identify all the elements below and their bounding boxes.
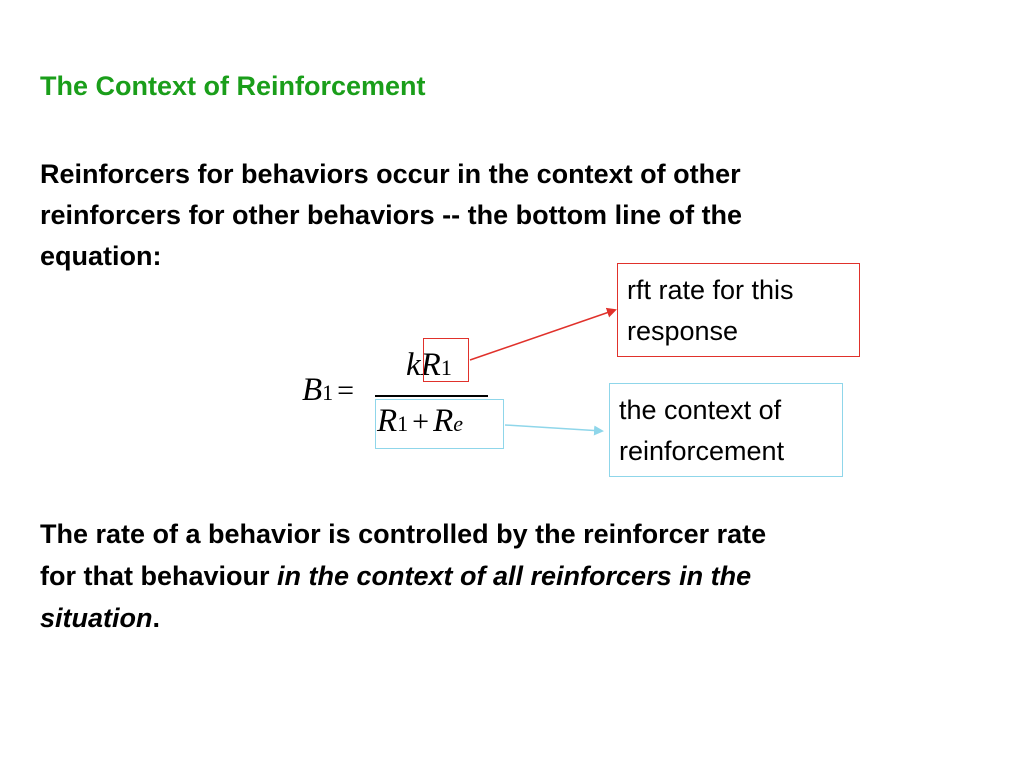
equation-equals: = <box>337 374 355 407</box>
rft-rate-callout <box>617 263 860 357</box>
equation-lhs-var: B <box>302 372 323 408</box>
conclusion-line-3-italic: situation <box>40 603 153 633</box>
conclusion-line-1: The rate of a behavior is controlled by the reinforcer rate <box>40 519 767 549</box>
equation-num-sub: 1 <box>440 355 452 380</box>
conclusion-line-3 <box>40 597 1000 639</box>
slide-title: The Context of Reinforcement <box>40 71 426 101</box>
context-callout <box>609 383 843 477</box>
intro-paragraph <box>40 154 980 277</box>
equation-den-var1: R <box>377 403 398 439</box>
conclusion-line-2 <box>40 555 1000 597</box>
conclusion-paragraph <box>40 513 1000 639</box>
equation-lhs <box>302 374 354 407</box>
equation-den-sub1: 1 <box>397 411 409 436</box>
conclusion-line-2-normal: for that behaviour <box>40 561 278 591</box>
equation-fraction-bar <box>375 395 488 397</box>
rft-rate-callout-line-1: rft rate for this <box>627 275 794 305</box>
equation-den-var2: R <box>433 403 454 439</box>
rft-rate-callout-line-2: response <box>627 316 739 346</box>
equation-den-plus: + <box>412 405 430 438</box>
blue-arrow <box>505 425 602 431</box>
context-callout-line-1: the context of <box>619 395 782 425</box>
context-callout-line-2: reinforcement <box>619 436 785 466</box>
denominator-highlight-box <box>375 399 504 449</box>
intro-line-3: equation: <box>40 241 162 271</box>
equation-num-k: k <box>406 347 421 383</box>
equation-den-sub2: e <box>453 411 464 436</box>
red-arrow <box>470 310 615 360</box>
conclusion-line-2-italic: in the context of all reinforcers in the <box>277 561 752 591</box>
equation-lhs-sub: 1 <box>322 380 334 405</box>
intro-line-2: reinforcers for other behaviors -- the bottom line of the <box>40 200 743 230</box>
numerator-highlight-box <box>420 338 469 383</box>
conclusion-line-3-end: . <box>152 603 161 633</box>
equation-num-var: R <box>420 347 441 383</box>
intro-line-1: Reinforcers for behaviors occur in the context of other <box>40 159 741 189</box>
